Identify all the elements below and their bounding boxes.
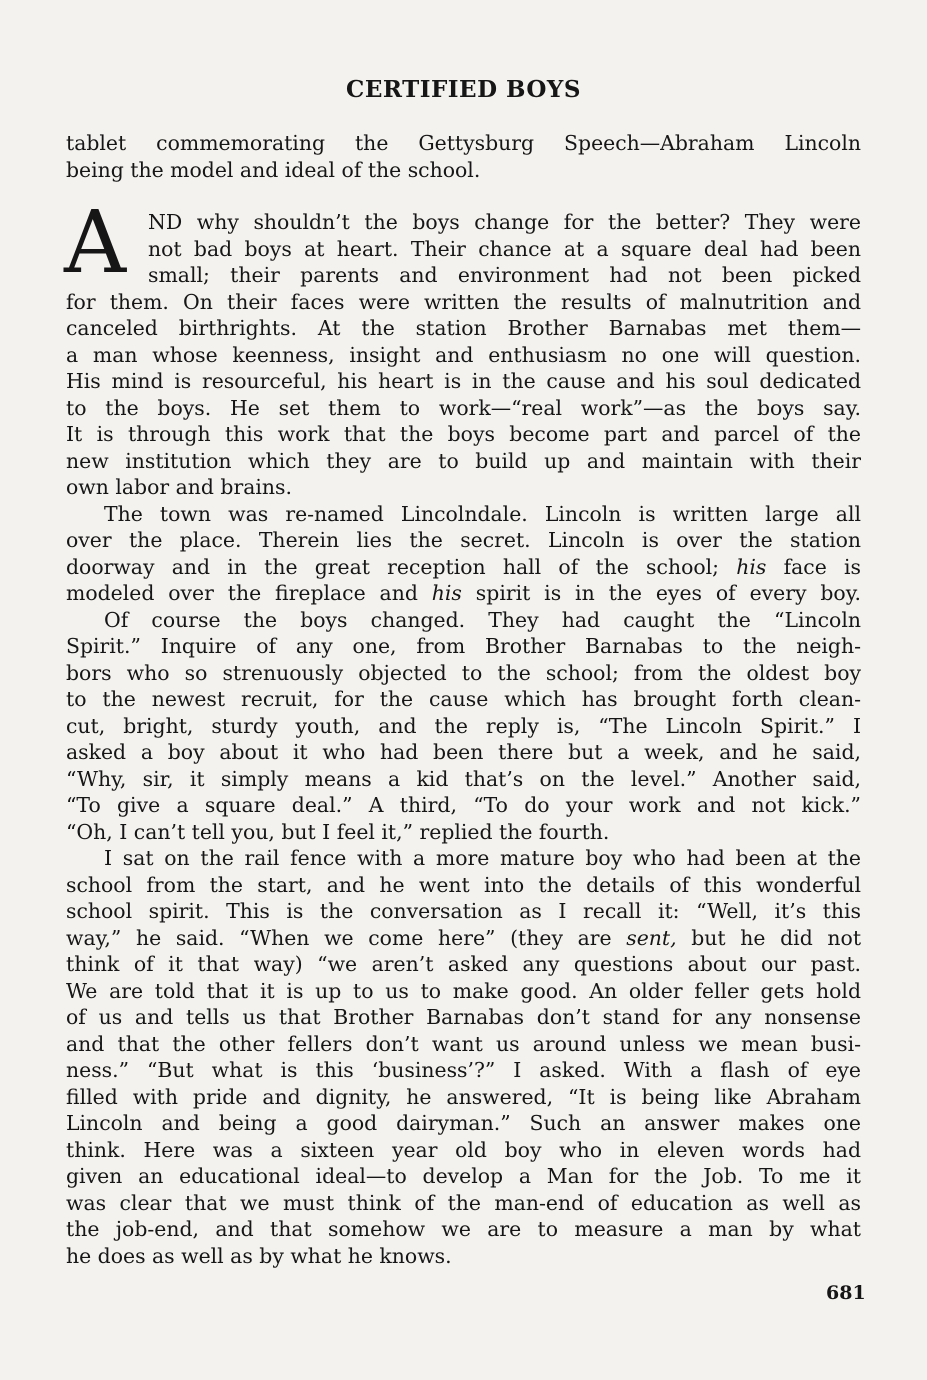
text-line: think. Here was a sixteen year old boy who in eleven words had (66, 1137, 861, 1162)
text-line (66, 580, 861, 607)
text-line: small; their parents and environment had not been picked (148, 263, 861, 287)
body-text (66, 130, 861, 1269)
text-line: It is through this work that the boys become part and parcel of the (66, 422, 861, 446)
text-line: over the place. Therein lies the secret. Lincoln is over the station (66, 528, 861, 552)
text-line: bors who so strenuously objected to the school; from the oldest boy (66, 660, 861, 685)
text-line: filled with pride and dignity, he answered, “It is being like Abraham (66, 1084, 861, 1109)
italic-word: his (431, 581, 462, 605)
text-run: doorway and in the great reception hall of the school; (66, 554, 720, 579)
text-line: school spirit. This is the conversation as I recall it: “Well, it’s this (66, 899, 861, 923)
text-line: tablet commemorating the Gettysburg Speech—Abraham Lincoln (66, 131, 861, 155)
text-line: own labor and brains. (66, 475, 292, 499)
text-line: “Why, sir, it simply means a kid that’s on the level.” Another said, (66, 766, 861, 791)
text-line: was clear that we must think of the man-end of education as well as (66, 1190, 861, 1215)
text-line (66, 925, 861, 952)
text-line: and that the other fellers don’t want us around unless we mean busi- (66, 1031, 861, 1056)
text-line: to the newest recruit, for the cause which has brought forth clean- (66, 687, 861, 711)
text-line: school from the start, and he went into the details of this wonderful (66, 872, 861, 897)
text-line: being the model and ideal of the school. (66, 157, 481, 182)
text-run: but he did not (691, 925, 861, 950)
text-run: spirit is in the eyes of every boy. (475, 581, 861, 605)
text-line: he does as well as by what he knows. (66, 1243, 452, 1268)
italic-word: sent, (626, 925, 677, 950)
text-line: of us and tells us that Brother Barnabas don’t stand for any nonsense (66, 1005, 861, 1029)
text-line: His mind is resourceful, his heart is in the cause and his soul dedicated (66, 369, 861, 393)
text-line: for them. On their faces were written the results of malnutrition and (66, 289, 861, 314)
text-line (66, 554, 861, 581)
text-line: “Oh, I can’t tell you, but I feel it,” replied the fourth. (66, 819, 610, 844)
text-line: “To give a square deal.” A third, “To do your work and not kick.” (66, 793, 861, 817)
running-title: CERTIFIED BOYS (346, 76, 581, 103)
text-line: Spirit.” Inquire of any one, from Brother Barnabas to the neigh- (66, 634, 861, 658)
paragraph-3 (66, 501, 861, 607)
text-run: face is (783, 554, 861, 579)
text-line: a man whose keenness, insight and enthusiasm no one will question. (66, 342, 861, 367)
text-line: given an educational ideal—to develop a Man for the Job. To me it (66, 1164, 861, 1188)
section-break (66, 183, 861, 209)
text-line: Of course the boys changed. They had caught the “Lincoln (104, 607, 861, 632)
text-run: way,” he said. “When we come here” (they are (66, 925, 612, 950)
text-line: Lincoln and being a good dairyman.” Such an answer makes one (66, 1111, 861, 1135)
paragraph-2 (64, 193, 861, 501)
text-line: The town was re-named Lincolndale. Lincoln is written large all (104, 501, 861, 526)
text-line: We are told that it is up to us to make good. An older feller gets hold (66, 978, 861, 1003)
text-line: asked a boy about it who had been there but a week, and he said, (66, 740, 861, 764)
paragraph-1 (66, 130, 861, 183)
text-line: new institution which they are to build up and maintain with their (66, 448, 861, 473)
text-line: to the boys. He set them to work—“real work”—as the boys say. (66, 395, 861, 420)
text-line: the job-end, and that somehow we are to measure a man by what (66, 1217, 861, 1241)
text-line: not bad boys at heart. Their chance at a square deal had been (148, 236, 861, 261)
text-line: I sat on the rail fence with a more mature boy who had been at the (104, 846, 861, 870)
paragraph-5 (66, 845, 861, 1269)
text-line: canceled birthrights. At the station Brother Barnabas met them— (66, 316, 861, 340)
text-line: ness.” “But what is this ‘business’?” I asked. With a flash of eye (66, 1058, 861, 1082)
page-number: 681 (826, 1282, 866, 1304)
text-line: ND why shouldn’t the boys change for the better? They were (148, 210, 861, 234)
text-line: think of it that way) “we aren’t asked any questions about our past. (66, 952, 861, 976)
drop-cap: A (64, 193, 127, 293)
text-run: modeled over the fireplace and (66, 581, 418, 605)
paragraph-4 (66, 607, 861, 846)
italic-word: his (736, 554, 767, 579)
text-line: cut, bright, sturdy youth, and the reply is, “The Lincoln Spirit.” I (66, 713, 861, 738)
